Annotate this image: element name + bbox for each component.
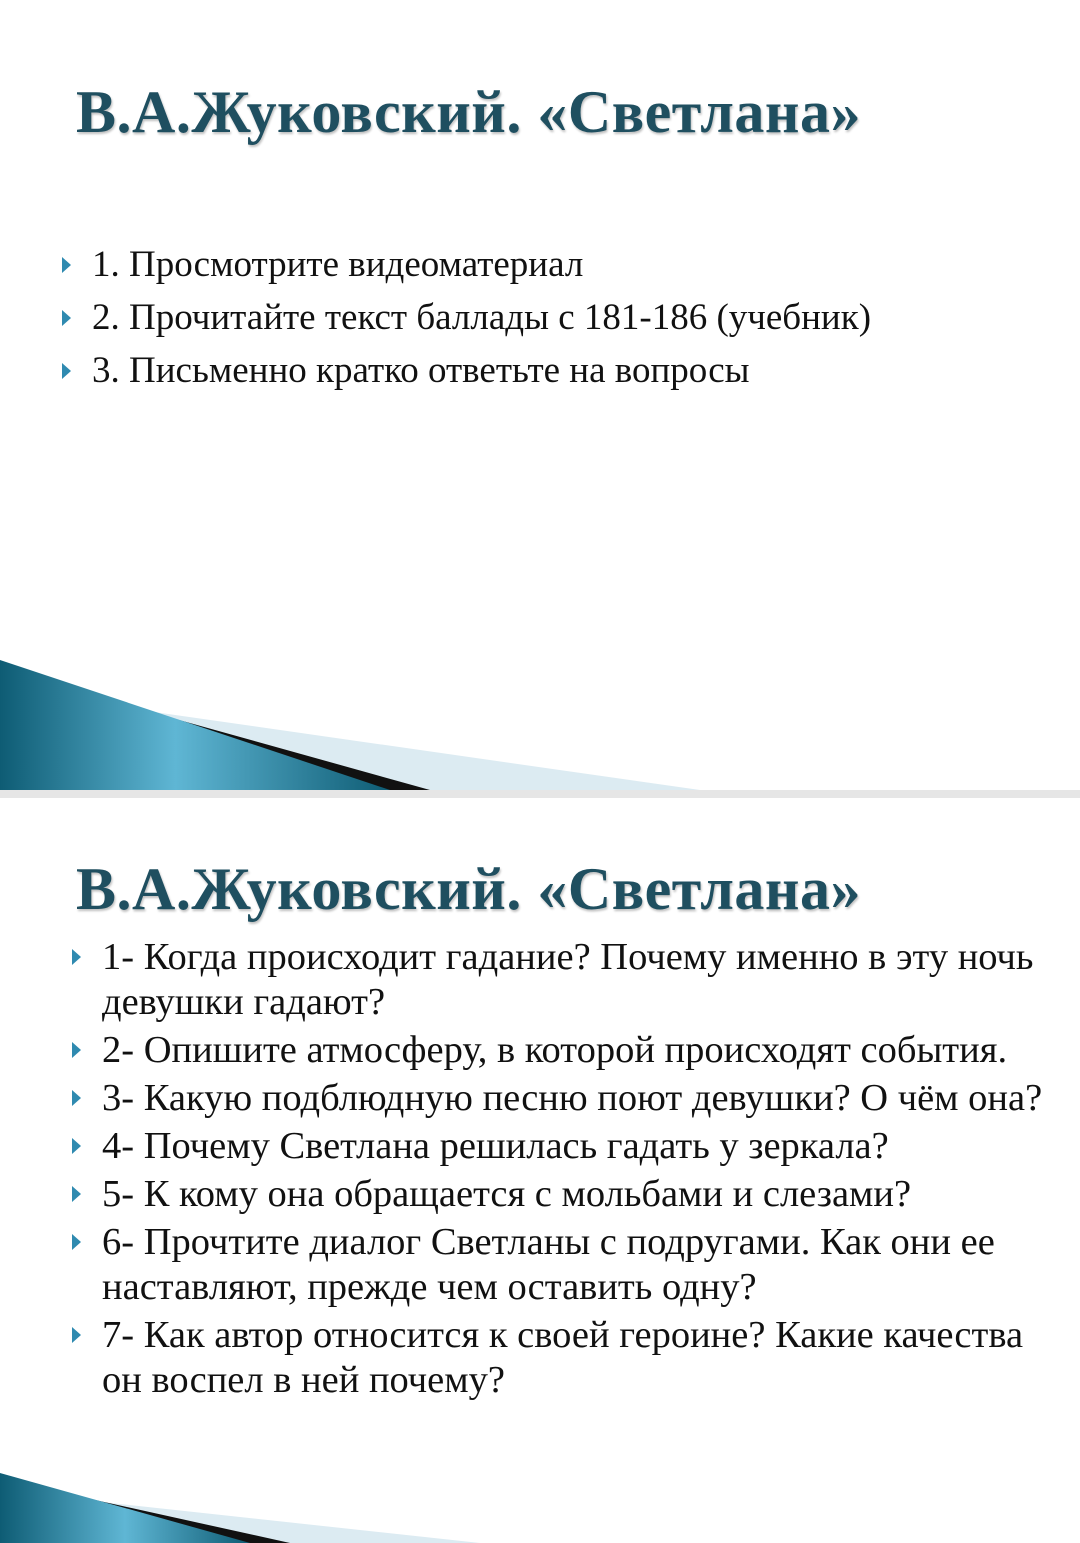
list-item-text: 2. Прочитайте текст баллады с 181-186 (учебник)	[92, 297, 872, 338]
list-item-text: 1. Просмотрите видеоматериал	[92, 244, 584, 285]
slide-divider	[0, 790, 1080, 798]
slide-title: В.А.Жуковский. «Светлана»	[76, 79, 861, 145]
triangle-bullet-icon	[72, 949, 81, 965]
list-item-text: 4- Почему Светлана решилась гадать у зеркала?	[102, 1125, 889, 1167]
slide-2	[0, 798, 1080, 1543]
triangle-bullet-icon	[72, 1138, 81, 1154]
list-item-text: 1- Когда происходит гадание? Почему именно в эту ночь девушки гадают?	[102, 936, 1034, 1023]
list-item	[72, 935, 1052, 1025]
list-item	[62, 291, 1052, 344]
list-item	[72, 1172, 1052, 1217]
list-item-text: 6- Прочтите диалог Светланы с подругами. Как они ее наставляют, прежде чем оставить одну?	[102, 1221, 995, 1308]
teal-swoosh-decoration	[0, 660, 700, 790]
triangle-bullet-icon	[62, 310, 71, 326]
task-list	[62, 238, 1052, 397]
list-item	[72, 1220, 1052, 1310]
triangle-bullet-icon	[72, 1090, 81, 1106]
triangle-bullet-icon	[62, 257, 71, 273]
triangle-bullet-icon	[72, 1234, 81, 1250]
triangle-bullet-icon	[72, 1042, 81, 1058]
question-list	[72, 935, 1052, 1406]
triangle-bullet-icon	[62, 363, 71, 379]
list-item-text: 2- Опишите атмосферу, в которой происходят события.	[102, 1029, 1008, 1071]
list-item	[72, 1124, 1052, 1169]
slide-title: В.А.Жуковский. «Светлана»	[76, 856, 861, 922]
list-item	[72, 1028, 1052, 1073]
list-item	[72, 1076, 1052, 1121]
list-item	[62, 344, 1052, 397]
list-item-text: 3. Письменно кратко ответьте на вопросы	[92, 350, 750, 391]
list-item-text: 5- К кому она обращается с мольбами и слезами?	[102, 1173, 912, 1215]
list-item-text: 3- Какую подблюдную песню поют девушки? О чём она?	[102, 1077, 1043, 1119]
teal-swoosh-decoration	[0, 1473, 480, 1543]
list-item	[62, 238, 1052, 291]
list-item	[72, 1313, 1052, 1403]
triangle-bullet-icon	[72, 1186, 81, 1202]
list-item-text: 7- Как автор относится к своей героине? Какие качества он воспел в ней почему?	[102, 1314, 1024, 1401]
triangle-bullet-icon	[72, 1327, 81, 1343]
